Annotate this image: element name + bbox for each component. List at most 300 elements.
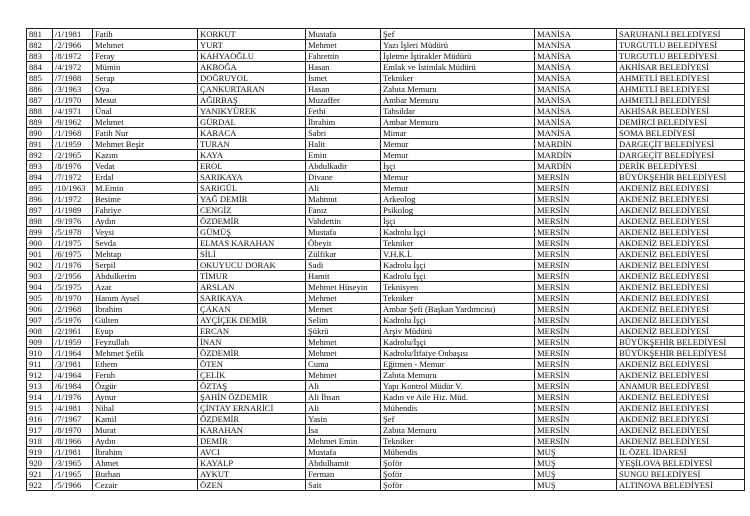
cell-first-name: İbrahim — [93, 304, 198, 315]
cell-row-number: 912 — [27, 370, 53, 381]
cell-surname: YURT — [198, 40, 306, 51]
cell-job-title: Ambar Memuru — [381, 117, 535, 128]
cell-institution: AKDENİZ BELEDİYESİ — [617, 436, 745, 447]
cell-row-number: 906 — [27, 304, 53, 315]
cell-row-number: 896 — [27, 194, 53, 205]
cell-job-title: Teknisyen — [381, 282, 535, 293]
cell-father-name: Zülfikar — [306, 249, 381, 260]
cell-first-name: Feruh — [93, 370, 198, 381]
table-row — [27, 271, 745, 282]
cell-job-title: Şoför — [381, 458, 535, 469]
cell-job-title: Zabıta Memuru — [381, 425, 535, 436]
cell-province: MERSİN — [535, 337, 617, 348]
cell-job-title: Mimar — [381, 128, 535, 139]
cell-row-number: 885 — [27, 73, 53, 84]
cell-surname: ERCAN — [198, 326, 306, 337]
cell-surname: AVCI — [198, 447, 306, 458]
cell-institution: AKDENİZ BELEDİYESİ — [617, 271, 745, 282]
cell-row-number: 887 — [27, 95, 53, 106]
cell-surname: KAHYAOĞLU — [198, 51, 306, 62]
table-row — [27, 172, 745, 183]
personnel-table — [26, 28, 745, 491]
cell-first-name: Burhan — [93, 469, 198, 480]
cell-province: MERSİN — [535, 359, 617, 370]
table-row — [27, 414, 745, 425]
cell-province: MERSİN — [535, 282, 617, 293]
cell-first-name: Oya — [93, 84, 198, 95]
cell-row-number: 919 — [27, 447, 53, 458]
cell-first-name: Özgür — [93, 381, 198, 392]
table-row — [27, 161, 745, 172]
cell-birth-date: /8/1966 — [53, 436, 93, 447]
table-row — [27, 348, 745, 359]
cell-province: MARDİN — [535, 161, 617, 172]
cell-surname: ÇİNTAY ERNARİCİ — [198, 403, 306, 414]
cell-institution: AKDENİZ BELEDİYESİ — [617, 392, 745, 403]
cell-father-name: İsmet — [306, 73, 381, 84]
cell-birth-date: /3/1963 — [53, 84, 93, 95]
cell-job-title: Memur — [381, 139, 535, 150]
cell-surname: DEMİR — [198, 436, 306, 447]
cell-institution: AKHİSAR BELEDİYESİ — [617, 106, 745, 117]
cell-birth-date: /6/1975 — [53, 249, 93, 260]
cell-institution: BÜYÜKŞEHİR BELEDİYESİ — [617, 337, 745, 348]
cell-father-name: Hamit — [306, 271, 381, 282]
cell-father-name: Selim — [306, 315, 381, 326]
cell-row-number: 897 — [27, 205, 53, 216]
cell-birth-date: /8/1972 — [53, 51, 93, 62]
cell-birth-date: /2/1965 — [53, 150, 93, 161]
cell-institution: SUNGU BELEDİYESİ — [617, 469, 745, 480]
cell-surname: ÖZEN — [198, 480, 306, 491]
cell-father-name: Fethi — [306, 106, 381, 117]
table-row — [27, 205, 745, 216]
cell-father-name: Mahmut — [306, 194, 381, 205]
cell-institution: AKDENİZ BELEDİYESİ — [617, 403, 745, 414]
cell-first-name: Murat — [93, 425, 198, 436]
cell-birth-date: /1/1976 — [53, 392, 93, 403]
cell-birth-date: /7/1972 — [53, 172, 93, 183]
cell-institution: AKDENİZ BELEDİYESİ — [617, 359, 745, 370]
cell-birth-date: /2/1968 — [53, 304, 93, 315]
cell-surname: TURAN — [198, 139, 306, 150]
table-row — [27, 315, 745, 326]
table-row — [27, 227, 745, 238]
cell-institution: DARGEÇİT BELEDİYESİ — [617, 150, 745, 161]
cell-father-name: Emin — [306, 150, 381, 161]
cell-birth-date: /1/1959 — [53, 337, 93, 348]
cell-institution: AHMETLİ BELEDİYESİ — [617, 95, 745, 106]
cell-surname: KAYALP — [198, 458, 306, 469]
cell-father-name: Ali İhsan — [306, 392, 381, 403]
cell-job-title: Psikolog — [381, 205, 535, 216]
cell-job-title: Memur — [381, 183, 535, 194]
table-row — [27, 392, 745, 403]
cell-row-number: 909 — [27, 337, 53, 348]
cell-province: MANİSA — [535, 51, 617, 62]
cell-surname: YAĞ DEMİR — [198, 194, 306, 205]
cell-row-number: 892 — [27, 150, 53, 161]
cell-province: MARDİN — [535, 150, 617, 161]
table-row — [27, 216, 745, 227]
cell-row-number: 902 — [27, 260, 53, 271]
cell-first-name: Ethem — [93, 359, 198, 370]
cell-job-title: Kadrolu İşçi — [381, 227, 535, 238]
cell-surname: CENGİZ — [198, 205, 306, 216]
cell-institution: SOMA BELEDİYESİ — [617, 128, 745, 139]
cell-province: MERSİN — [535, 403, 617, 414]
cell-job-title: Şoför — [381, 480, 535, 491]
cell-father-name: Halit — [306, 139, 381, 150]
table-row — [27, 260, 745, 271]
table-row — [27, 238, 745, 249]
cell-birth-date: /8/1970 — [53, 425, 93, 436]
cell-job-title: Kadın ve Aile Hiz. Müd. — [381, 392, 535, 403]
cell-province: MUŞ — [535, 480, 617, 491]
cell-job-title: Emlak ve İstimlak Müdürü — [381, 62, 535, 73]
cell-row-number: 917 — [27, 425, 53, 436]
cell-province: MERSİN — [535, 260, 617, 271]
cell-first-name: Mehmet Şefik — [93, 348, 198, 359]
cell-father-name: Mehmet — [306, 337, 381, 348]
cell-father-name: Fahrettin — [306, 51, 381, 62]
cell-surname: DOĞRUYOL — [198, 73, 306, 84]
cell-job-title: Ambar Memuru — [381, 95, 535, 106]
cell-job-title: Kadrolu İşçi — [381, 271, 535, 282]
cell-father-name: Vahdettin — [306, 216, 381, 227]
cell-father-name: Mehmet — [306, 370, 381, 381]
cell-institution: İL ÖZEL İDARESİ — [617, 447, 745, 458]
cell-job-title: Kadrolu İşçi — [381, 315, 535, 326]
cell-province: MERSİN — [535, 436, 617, 447]
table-row — [27, 194, 745, 205]
cell-row-number: 899 — [27, 227, 53, 238]
cell-province: MANİSA — [535, 73, 617, 84]
cell-row-number: 915 — [27, 403, 53, 414]
cell-row-number: 905 — [27, 293, 53, 304]
cell-institution: AKHİSAR BELEDİYESİ — [617, 62, 745, 73]
cell-father-name: Mehmet — [306, 348, 381, 359]
cell-first-name: Mesut — [93, 95, 198, 106]
cell-birth-date: /10/1963 — [53, 183, 93, 194]
cell-birth-date: /4/1981 — [53, 403, 93, 414]
cell-birth-date: /5/1976 — [53, 315, 93, 326]
cell-institution: AKDENİZ BELEDİYESİ — [617, 304, 745, 315]
cell-institution: AHMETLİ BELEDİYESİ — [617, 84, 745, 95]
cell-row-number: 916 — [27, 414, 53, 425]
cell-first-name: Feyzullah — [93, 337, 198, 348]
cell-surname: ÖZDEMİR — [198, 348, 306, 359]
cell-row-number: 903 — [27, 271, 53, 282]
cell-birth-date: /1/1981 — [53, 29, 93, 40]
table-row — [27, 293, 745, 304]
cell-institution: AKDENİZ BELEDİYESİ — [617, 216, 745, 227]
cell-father-name: Ali — [306, 183, 381, 194]
cell-father-name: Abdulkadir — [306, 161, 381, 172]
cell-row-number: 886 — [27, 84, 53, 95]
cell-province: MERSİN — [535, 238, 617, 249]
table-row — [27, 304, 745, 315]
cell-father-name: Hasan — [306, 62, 381, 73]
cell-province: MUŞ — [535, 469, 617, 480]
cell-father-name: Ali — [306, 381, 381, 392]
cell-birth-date: /1/1964 — [53, 348, 93, 359]
cell-province: MERSİN — [535, 183, 617, 194]
cell-job-title: Tekniker — [381, 293, 535, 304]
cell-birth-date: /5/1978 — [53, 227, 93, 238]
cell-surname: ÇANKURTARAN — [198, 84, 306, 95]
cell-job-title: Eğitmen - Memur — [381, 359, 535, 370]
cell-institution: AKDENİZ BELEDİYESİ — [617, 370, 745, 381]
cell-surname: AYÇİÇEK DEMİR — [198, 315, 306, 326]
cell-father-name: Mustafa — [306, 227, 381, 238]
cell-province: MERSİN — [535, 315, 617, 326]
table-row — [27, 29, 745, 40]
cell-birth-date: /1/1975 — [53, 238, 93, 249]
cell-surname: YANIKYÜREK — [198, 106, 306, 117]
cell-first-name: Mehmet — [93, 40, 198, 51]
cell-surname: SİLİ — [198, 249, 306, 260]
cell-surname: ELMAS KARAHAN — [198, 238, 306, 249]
cell-surname: KARACA — [198, 128, 306, 139]
cell-row-number: 893 — [27, 161, 53, 172]
cell-father-name: Öbeyit — [306, 238, 381, 249]
cell-surname: ÖZDEMİR — [198, 414, 306, 425]
cell-birth-date: /3/1981 — [53, 359, 93, 370]
cell-first-name: Gülten — [93, 315, 198, 326]
table-row — [27, 150, 745, 161]
cell-father-name: Mehmet Emin — [306, 436, 381, 447]
cell-first-name: Erdal — [93, 172, 198, 183]
cell-father-name: Mehmet — [306, 293, 381, 304]
cell-surname: AYKUT — [198, 469, 306, 480]
table-row — [27, 62, 745, 73]
cell-row-number: 914 — [27, 392, 53, 403]
cell-father-name: Abdulhamit — [306, 458, 381, 469]
cell-father-name: Sabri — [306, 128, 381, 139]
cell-province: MERSİN — [535, 293, 617, 304]
cell-row-number: 881 — [27, 29, 53, 40]
cell-province: MERSİN — [535, 370, 617, 381]
cell-job-title: V.H.K.İ. — [381, 249, 535, 260]
cell-province: MERSİN — [535, 271, 617, 282]
cell-institution: ANAMUR BELEDİYESİ — [617, 381, 745, 392]
cell-father-name: Sait — [306, 480, 381, 491]
table-row — [27, 249, 745, 260]
cell-birth-date: /5/1966 — [53, 480, 93, 491]
cell-province: MERSİN — [535, 414, 617, 425]
cell-surname: ARSLAN — [198, 282, 306, 293]
cell-institution: AKDENİZ BELEDİYESİ — [617, 326, 745, 337]
cell-birth-date: /4/1972 — [53, 62, 93, 73]
cell-birth-date: /1/1970 — [53, 95, 93, 106]
table-row — [27, 326, 745, 337]
table-row — [27, 40, 745, 51]
table-row — [27, 425, 745, 436]
cell-birth-date: /1/1965 — [53, 469, 93, 480]
cell-first-name: Fatih — [93, 29, 198, 40]
cell-row-number: 883 — [27, 51, 53, 62]
cell-father-name: Divane — [306, 172, 381, 183]
cell-birth-date: /2/1966 — [53, 40, 93, 51]
cell-birth-date: /6/1984 — [53, 381, 93, 392]
cell-father-name: Sadi — [306, 260, 381, 271]
cell-first-name: Aynur — [93, 392, 198, 403]
cell-job-title: Yapı Kontrol Müdür V. — [381, 381, 535, 392]
cell-first-name: Aydın — [93, 216, 198, 227]
cell-job-title: İşletme İştirakler Müdürü — [381, 51, 535, 62]
cell-province: MANİSA — [535, 128, 617, 139]
cell-job-title: Mühendis — [381, 403, 535, 414]
cell-birth-date: /8/1970 — [53, 293, 93, 304]
table-row — [27, 282, 745, 293]
cell-surname: GÜMÜŞ — [198, 227, 306, 238]
cell-father-name: Cuma — [306, 359, 381, 370]
cell-job-title: Zabıta Memuru — [381, 84, 535, 95]
cell-father-name: Mehmet — [306, 40, 381, 51]
cell-first-name: Fahriye — [93, 205, 198, 216]
cell-surname: OKUYUCU DORAK — [198, 260, 306, 271]
cell-province: MERSİN — [535, 194, 617, 205]
cell-father-name: İsa — [306, 425, 381, 436]
cell-province: MARDİN — [535, 139, 617, 150]
cell-surname: ÖZDEMİR — [198, 216, 306, 227]
cell-row-number: 890 — [27, 128, 53, 139]
cell-birth-date: /1/1989 — [53, 205, 93, 216]
cell-row-number: 907 — [27, 315, 53, 326]
cell-province: MUŞ — [535, 458, 617, 469]
cell-province: MERSİN — [535, 392, 617, 403]
cell-row-number: 913 — [27, 381, 53, 392]
cell-province: MERSİN — [535, 227, 617, 238]
cell-father-name: Muzaffer — [306, 95, 381, 106]
cell-father-name: Şükrü — [306, 326, 381, 337]
cell-birth-date: /4/1964 — [53, 370, 93, 381]
cell-province: MANİSA — [535, 62, 617, 73]
cell-institution: AKDENİZ BELEDİYESİ — [617, 425, 745, 436]
cell-job-title: Mühendis — [381, 447, 535, 458]
cell-first-name: Nihal — [93, 403, 198, 414]
cell-province: MANİSA — [535, 117, 617, 128]
cell-job-title: Kadrolu/İtfaiye Onbaşısı — [381, 348, 535, 359]
cell-first-name: Ünal — [93, 106, 198, 117]
cell-institution: TURGUTLU BELEDİYESİ — [617, 40, 745, 51]
table-row — [27, 436, 745, 447]
cell-first-name: Mehmet — [93, 117, 198, 128]
cell-province: MERSİN — [535, 326, 617, 337]
table-row — [27, 337, 745, 348]
cell-job-title: Şef — [381, 29, 535, 40]
cell-father-name: Mehmet Hüseyin — [306, 282, 381, 293]
table-row — [27, 106, 745, 117]
cell-first-name: Kazım — [93, 150, 198, 161]
cell-institution: AKDENİZ BELEDİYESİ — [617, 414, 745, 425]
cell-province: MERSİN — [535, 205, 617, 216]
cell-surname: ÖTEN — [198, 359, 306, 370]
table-row — [27, 84, 745, 95]
cell-row-number: 884 — [27, 62, 53, 73]
cell-father-name: İbrahim — [306, 117, 381, 128]
cell-first-name: Serpil — [93, 260, 198, 271]
cell-row-number: 920 — [27, 458, 53, 469]
cell-surname: AKBOĞA — [198, 62, 306, 73]
cell-surname: SARIGÜL — [198, 183, 306, 194]
cell-institution: BÜYÜKŞEHİR BELEDİYESİ — [617, 172, 745, 183]
document-page — [26, 28, 745, 491]
cell-first-name: Feray — [93, 51, 198, 62]
cell-surname: ÖZTAŞ — [198, 381, 306, 392]
cell-province: MANİSA — [535, 84, 617, 95]
cell-row-number: 888 — [27, 106, 53, 117]
cell-institution: BÜYÜKŞEHİR BELEDİYESİ — [617, 348, 745, 359]
cell-job-title: Şef — [381, 414, 535, 425]
cell-first-name: Kamil — [93, 414, 198, 425]
cell-province: MERSİN — [535, 425, 617, 436]
cell-birth-date: /2/1961 — [53, 326, 93, 337]
cell-province: MANİSA — [535, 29, 617, 40]
table-row — [27, 469, 745, 480]
cell-father-name: Ferman — [306, 469, 381, 480]
cell-institution: DERİK BELEDİYESİ — [617, 161, 745, 172]
table-row — [27, 95, 745, 106]
table-row — [27, 139, 745, 150]
cell-institution: ALTINOVA BELEDİYESİ — [617, 480, 745, 491]
cell-surname: KARAHAN — [198, 425, 306, 436]
cell-father-name: Mustafa — [306, 447, 381, 458]
cell-institution: AKDENİZ BELEDİYESİ — [617, 194, 745, 205]
cell-first-name: Mümin — [93, 62, 198, 73]
cell-row-number: 882 — [27, 40, 53, 51]
cell-row-number: 922 — [27, 480, 53, 491]
cell-first-name: Cezair — [93, 480, 198, 491]
cell-province: MERSİN — [535, 172, 617, 183]
cell-first-name: Fatih Nur — [93, 128, 198, 139]
cell-birth-date: /7/1988 — [53, 73, 93, 84]
cell-institution: TURGUTLU BELEDİYESİ — [617, 51, 745, 62]
cell-birth-date: /5/1975 — [53, 282, 93, 293]
cell-first-name: Sevda — [93, 238, 198, 249]
cell-row-number: 894 — [27, 172, 53, 183]
table-row — [27, 128, 745, 139]
cell-institution: AHMETLİ BELEDİYESİ — [617, 73, 745, 84]
cell-surname: SARIKAYA — [198, 172, 306, 183]
cell-row-number: 889 — [27, 117, 53, 128]
cell-job-title: Zabıta Memuru — [381, 370, 535, 381]
cell-institution: SARUHANLI BELEDİYESİ — [617, 29, 745, 40]
cell-province: MUŞ — [535, 447, 617, 458]
table-row — [27, 51, 745, 62]
table-row — [27, 381, 745, 392]
table-row — [27, 73, 745, 84]
cell-father-name: Mustafa — [306, 29, 381, 40]
cell-province: MERSİN — [535, 381, 617, 392]
cell-first-name: Vedat — [93, 161, 198, 172]
table-row — [27, 370, 745, 381]
cell-first-name: İbrahim — [93, 447, 198, 458]
cell-surname: ÇELİK — [198, 370, 306, 381]
cell-father-name: Hasan — [306, 84, 381, 95]
cell-row-number: 921 — [27, 469, 53, 480]
cell-institution: AKDENİZ BELEDİYESİ — [617, 282, 745, 293]
cell-birth-date: /1/1976 — [53, 260, 93, 271]
cell-institution: AKDENİZ BELEDİYESİ — [617, 238, 745, 249]
cell-row-number: 891 — [27, 139, 53, 150]
cell-first-name: Veysi — [93, 227, 198, 238]
cell-institution: DARGEÇİT BELEDİYESİ — [617, 139, 745, 150]
cell-job-title: Tekniker — [381, 73, 535, 84]
cell-row-number: 898 — [27, 216, 53, 227]
cell-birth-date: /1/1959 — [53, 139, 93, 150]
